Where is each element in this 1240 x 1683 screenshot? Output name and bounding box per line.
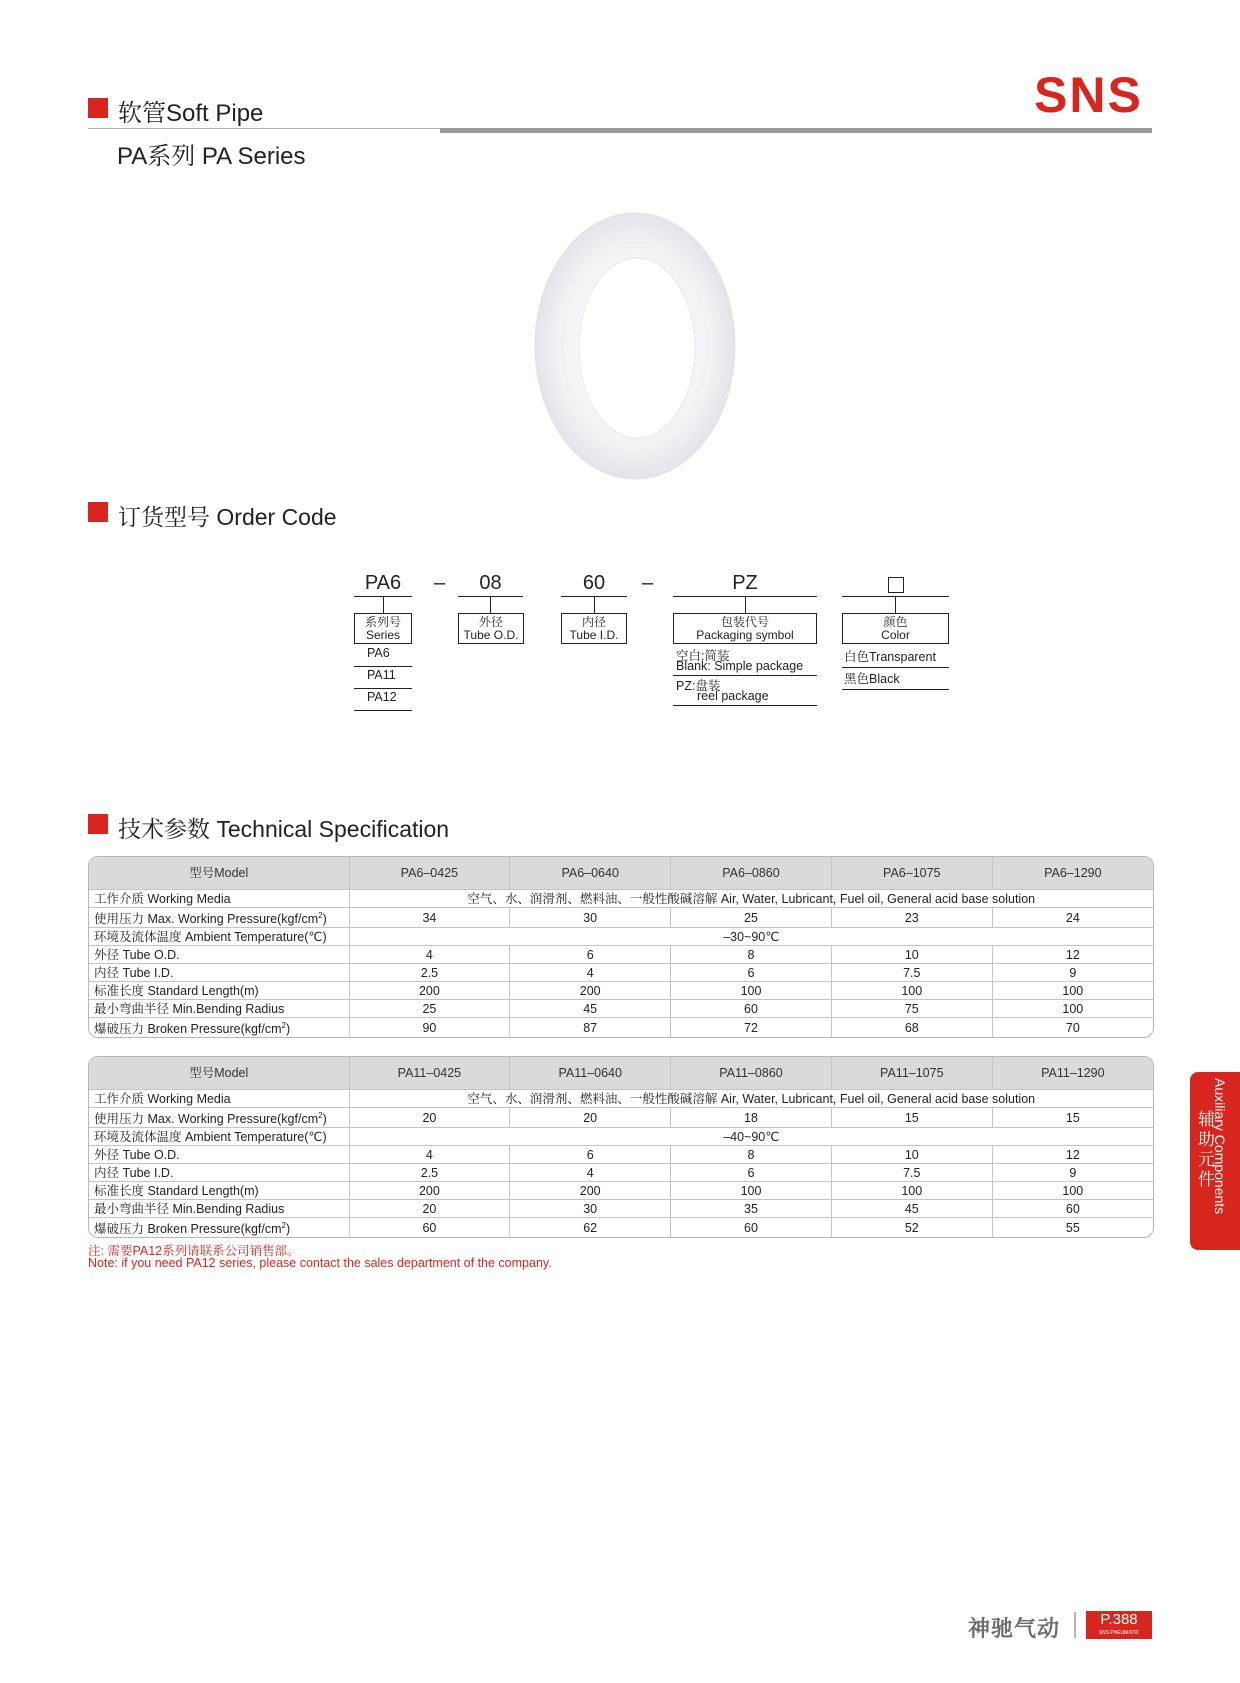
code-series: PA6 — [364, 572, 402, 594]
side-tab-cn: 辅助元件 — [1195, 1110, 1214, 1190]
page-subtitle: PA系列 PA Series — [117, 143, 306, 170]
note-en: Note: if you need PA12 series, please contact the sales department of the company. — [88, 1256, 552, 1270]
cell: 25 — [349, 1000, 510, 1018]
cell: 200 — [349, 1182, 510, 1200]
code-od: 08 — [479, 572, 502, 594]
cell: 10 — [831, 946, 992, 964]
header-rule-thin — [88, 128, 440, 129]
page-title: 软管Soft Pipe — [118, 100, 264, 127]
page-sub: SNS PNEUMATIC — [1098, 1630, 1140, 1636]
code-pack: PZ — [732, 572, 758, 594]
cell: 15 — [831, 1108, 992, 1128]
cell: 30 — [510, 908, 671, 928]
cell: 45 — [831, 1200, 992, 1218]
cell: 200 — [349, 982, 510, 1000]
cell: 20 — [349, 1108, 510, 1128]
page-number: P.388 — [1100, 1611, 1138, 1628]
pack-item: reel package — [673, 689, 817, 706]
table-header-row — [89, 1057, 1153, 1090]
superscript: 2 — [281, 1221, 286, 1231]
table-header-row — [89, 857, 1153, 890]
cell: 52 — [831, 1218, 992, 1238]
table-row — [89, 1090, 1153, 1108]
section-title-order-code: 订货型号 Order Code — [118, 504, 337, 530]
temp-value: –40~90℃ — [349, 1128, 1153, 1146]
cell: 4 — [510, 964, 671, 982]
header-cell: PA6–1075 — [831, 857, 992, 890]
header-cell: PA11–1075 — [831, 1057, 992, 1090]
table-row — [89, 964, 1153, 982]
header-cell: PA11–0860 — [671, 1057, 832, 1090]
cell: 6 — [510, 946, 671, 964]
table-row — [89, 1108, 1153, 1128]
cell: 60 — [992, 1200, 1153, 1218]
cell: 55 — [1065, 1220, 1080, 1235]
series-item: PA11 — [354, 668, 412, 689]
footer-divider — [1074, 1612, 1076, 1638]
cell: 2.5 — [349, 964, 510, 982]
cell: 72 — [671, 1018, 832, 1038]
cell: 34 — [349, 908, 510, 928]
od-box-en: Tube O.D. — [463, 628, 519, 642]
section-marker-icon — [88, 502, 108, 522]
cell: 9 — [992, 964, 1153, 982]
cell: 6 — [671, 1164, 832, 1182]
product-image — [525, 208, 745, 483]
title-marker-icon — [88, 98, 108, 118]
row-label: 最小弯曲半径 Min.Bending Radius — [89, 1000, 349, 1018]
row-label: 爆破压力 Broken $Pressure(kgf/cm^2)$ — [89, 1018, 349, 1038]
cell: 2.5 — [349, 1164, 510, 1182]
sns-logo: SNS — [1034, 67, 1143, 123]
table-row — [89, 1000, 1153, 1018]
series-box-en: Series — [365, 628, 400, 642]
footer-brand: 神驰气动 — [968, 1616, 1061, 1641]
temp-value: –30~90℃ — [349, 928, 1153, 946]
od-box-cn: 外径 — [478, 615, 503, 629]
cell: 4 — [510, 1164, 671, 1182]
cell: 8 — [671, 1146, 832, 1164]
cell: 6 — [510, 1146, 671, 1164]
cell: 100 — [671, 1182, 832, 1200]
table-row — [89, 1164, 1153, 1182]
row-label: 外径 Tube O.D. — [89, 1146, 349, 1164]
od-box — [458, 613, 524, 644]
page-number-box — [1086, 1611, 1152, 1639]
side-tab-en: Auxiliary Components — [1212, 1078, 1228, 1215]
row-label: 标准长度 Standard Length(m) — [89, 982, 349, 1000]
header-rule-thick — [440, 128, 1152, 133]
cell: 7.5 — [831, 1164, 992, 1182]
cell: 200 — [510, 1182, 671, 1200]
row-label: 爆破压力 Broken $Pressure(kgf/cm^2)$ — [89, 1218, 349, 1238]
cell: 35 — [671, 1200, 832, 1218]
table-row — [89, 908, 1153, 928]
row-label: 外径 Tube O.D. — [89, 946, 349, 964]
cell: 4 — [349, 946, 510, 964]
header-cell: 型号Model — [89, 857, 349, 890]
cell: 87 — [510, 1018, 671, 1038]
spec-table-pa11 — [88, 1056, 1154, 1238]
cell: 45 — [510, 1000, 671, 1018]
color-item: 白色Transparent — [842, 647, 949, 668]
pressure-label-text: 使用压力 Max. Working Pressure(kgf/cm — [94, 912, 319, 927]
row-label: 工作介质 Working Media — [89, 1090, 349, 1108]
code-color-box — [888, 577, 904, 593]
cell: 8 — [671, 946, 832, 964]
header-cell: PA11–0425 — [349, 1057, 510, 1090]
connector — [895, 597, 896, 613]
cell: 15 — [992, 1108, 1153, 1128]
table-row — [89, 1200, 1153, 1218]
header-cell: PA6–0860 — [671, 857, 832, 890]
color-item: 黑色Black — [842, 669, 949, 690]
superscript: 2 — [318, 911, 323, 920]
media-value: 空气、水、润滑剂、燃料油、一般性酸碱溶解 Air, Water, Lubricant, Fuel oil, General acid base solution — [349, 890, 1153, 908]
row-label: 环境及流体温度 Ambient Temperature(℃) — [89, 1128, 349, 1146]
row-label: 内径 Tube I.D. — [89, 1164, 349, 1182]
row-label: 使用压力 Max. Working $Pressure(kgf/cm^2)$ — [89, 1108, 349, 1128]
row-label: 内径 Tube I.D. — [89, 964, 349, 982]
header-cell: PA6–1290 — [992, 857, 1153, 890]
header-cell: PA11–0640 — [510, 1057, 671, 1090]
cell: 60 — [349, 1218, 510, 1238]
superscript: 2 — [281, 1021, 286, 1031]
pack-box-en: Packaging symbol — [696, 628, 794, 642]
connector — [490, 597, 491, 613]
header-cell: PA6–0640 — [510, 857, 671, 890]
cell: 20 — [349, 1200, 510, 1218]
table-row — [89, 1128, 1153, 1146]
cell: 100 — [671, 982, 832, 1000]
cell: 24 — [992, 908, 1153, 928]
cell: 30 — [510, 1200, 671, 1218]
header-cell: 型号Model — [89, 1057, 349, 1090]
row-label: 环境及流体温度 Ambient Temperature(℃) — [89, 928, 349, 946]
code-id: 60 — [582, 572, 606, 594]
row-label: 使用压力 Max. Working $Pressure(kgf/cm^2)$ — [89, 908, 349, 928]
series-item: PA6 — [354, 646, 412, 667]
cell: 100 — [992, 1182, 1153, 1200]
series-box — [354, 613, 412, 644]
note-cn: 注: 需要PA12系列请联系公司销售部。 — [88, 1244, 300, 1258]
cell: 90 — [349, 1018, 510, 1038]
cell: 200 — [510, 982, 671, 1000]
cell: 100 — [992, 982, 1153, 1000]
cell: 100 — [831, 1182, 992, 1200]
row-label: 最小弯曲半径 Min.Bending Radius — [89, 1200, 349, 1218]
broken-label-text: 爆破压力 Broken Pressure(kgf/cm — [94, 1222, 282, 1237]
id-box-cn: 内径 — [581, 615, 606, 629]
cell: 70 — [1065, 1020, 1080, 1035]
color-box-cn: 颜色 — [883, 615, 908, 629]
series-item: PA12 — [354, 690, 412, 711]
color-box — [842, 613, 949, 644]
cell: 25 — [671, 908, 832, 928]
cell: 20 — [510, 1108, 671, 1128]
connector — [745, 597, 746, 613]
id-box — [561, 613, 627, 644]
header-cell: PA6–0425 — [349, 857, 510, 890]
cell: 10 — [831, 1146, 992, 1164]
spec-table-pa6 — [88, 856, 1154, 1038]
cell: 9 — [992, 1164, 1153, 1182]
cell: 18 — [671, 1108, 832, 1128]
row-label: 标准长度 Standard Length(m) — [89, 1182, 349, 1200]
media-value: 空气、水、润滑剂、燃料油、一般性酸碱溶解 Air, Water, Lubricant, Fuel oil, General acid base solution — [349, 1090, 1153, 1108]
color-box-en: Color — [881, 628, 910, 642]
cell: 4 — [349, 1146, 510, 1164]
cell: 75 — [831, 1000, 992, 1018]
cell: 23 — [831, 908, 992, 928]
cell: 7.5 — [831, 964, 992, 982]
section-title-tech-spec: 技术参数 Technical Specification — [118, 816, 450, 842]
pack-box — [673, 613, 817, 644]
broken-label-text: 爆破压力 Broken Pressure(kgf/cm — [94, 1022, 282, 1037]
cell: 100 — [831, 982, 992, 1000]
cell: 60 — [671, 1000, 832, 1018]
table-row — [89, 946, 1153, 964]
row-label: 工作介质 Working Media — [89, 890, 349, 908]
table-row — [89, 982, 1153, 1000]
header-cell: PA11–1290 — [992, 1057, 1153, 1090]
cell: 12 — [992, 1146, 1153, 1164]
pressure-label-text: 使用压力 Max. Working Pressure(kgf/cm — [94, 1112, 319, 1127]
pack-item: PZ:盘装 — [676, 679, 721, 693]
table-row — [89, 1218, 1153, 1238]
code-dash-2: – — [642, 572, 654, 594]
connector — [383, 597, 384, 613]
pack-item: Blank: Simple package — [673, 659, 817, 676]
table-row — [89, 928, 1153, 946]
cell: 6 — [671, 964, 832, 982]
cell: 100 — [992, 1000, 1153, 1018]
superscript: 2 — [318, 1111, 323, 1120]
connector — [594, 597, 595, 613]
table-row — [89, 1182, 1153, 1200]
cell: 62 — [510, 1218, 671, 1238]
series-box-cn: 系列号 — [364, 615, 401, 629]
section-marker-icon — [88, 814, 108, 834]
side-category-tab[interactable] — [1190, 1072, 1240, 1250]
cell: 60 — [671, 1218, 832, 1238]
pack-box-cn: 包装代号 — [720, 615, 769, 629]
code-dash-1: – — [434, 572, 446, 594]
cell: 12 — [992, 946, 1153, 964]
table-row — [89, 890, 1153, 908]
table-row — [89, 1146, 1153, 1164]
pack-item: 空白:简装 — [676, 649, 730, 663]
table-row — [89, 1018, 1153, 1038]
id-box-en: Tube I.D. — [569, 628, 619, 642]
cell: 68 — [831, 1018, 992, 1038]
